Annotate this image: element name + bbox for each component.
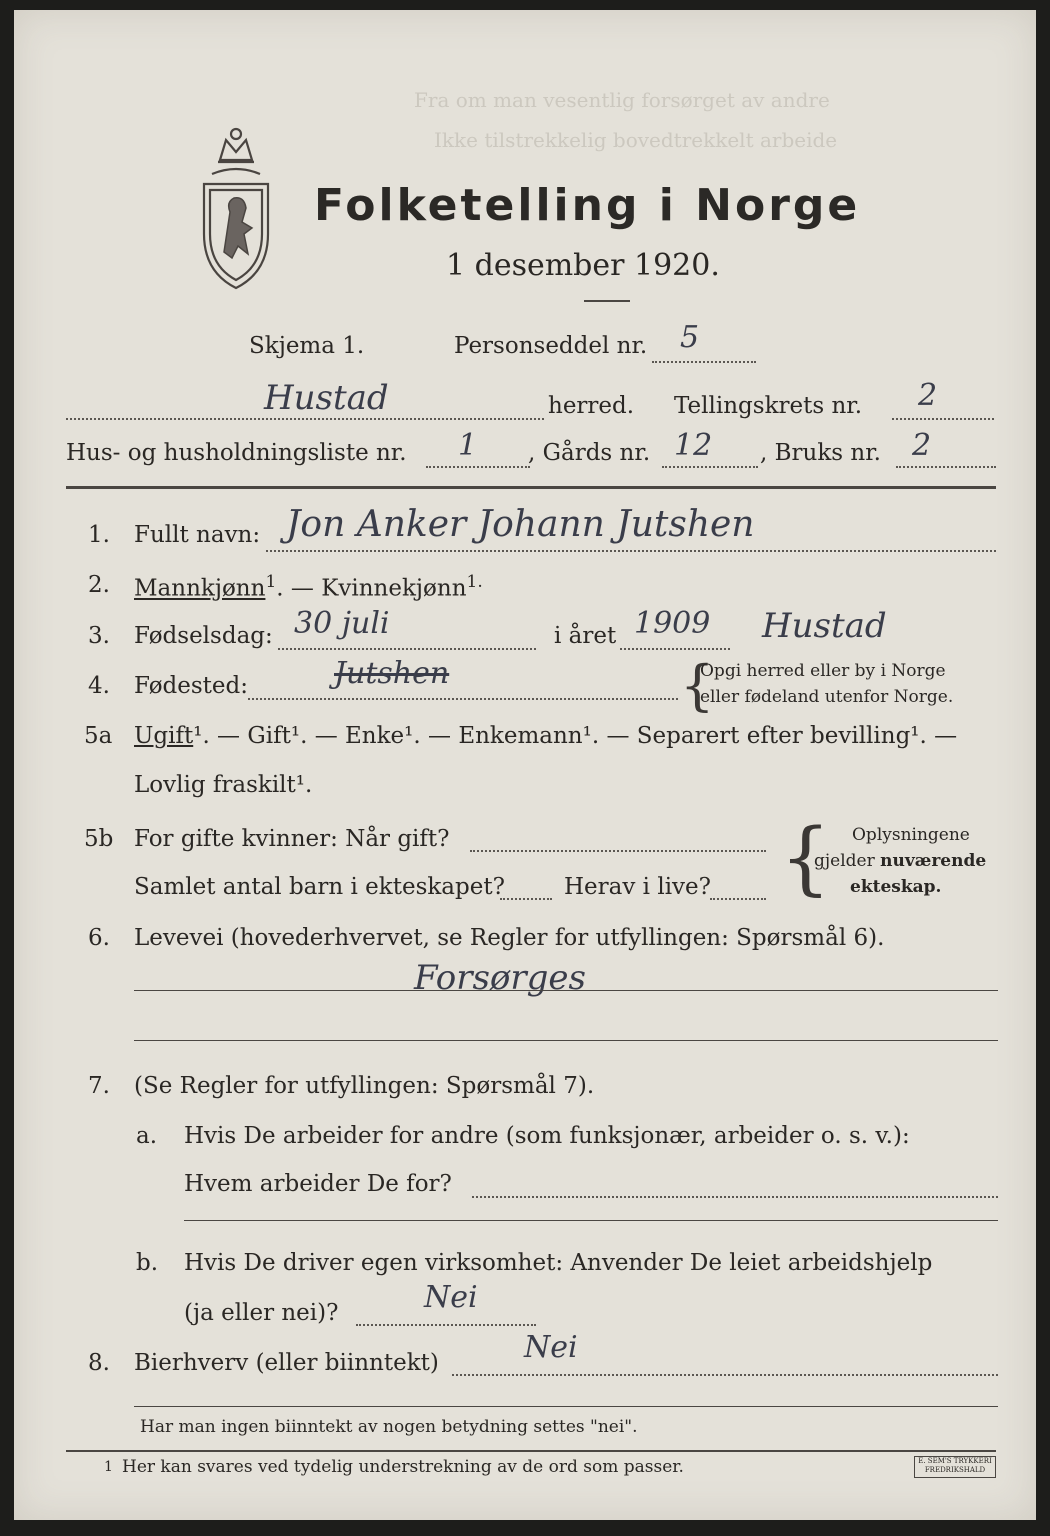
q1-label: Fullt navn: [134, 522, 261, 548]
census-date: 1 desember 1920. [446, 248, 720, 283]
bruks-label: , Bruks nr. [760, 440, 881, 466]
q8-line2 [134, 1406, 998, 1407]
q4-birthplace-value[interactable]: Jutshen [334, 656, 450, 691]
q5b-note2: gjelder nuværende [814, 851, 987, 871]
header-divider [66, 486, 996, 489]
q4-note-line2: eller fødeland utenfor Norge. [700, 687, 954, 707]
footnote-text: Her kan svares ved tydelig understrekning av de ord som passer. [122, 1457, 684, 1477]
gards-label: , Gårds nr. [528, 440, 651, 466]
census-form-sheet [14, 10, 1036, 1520]
q5b-note1: Oplysningene [852, 825, 970, 845]
q2-options: Mannkjønn$^1$. — Kvinnekjønn$^{1.}$ [134, 572, 483, 602]
q5b-brace: { [780, 811, 831, 904]
q8-value[interactable]: Nei [524, 1330, 578, 1365]
q7a-label2: Hvem arbeider De for? [184, 1171, 452, 1197]
herred-value[interactable]: Hustad [264, 378, 389, 418]
q2-mannkjonn-underlined[interactable]: Mannkjønn [134, 575, 266, 602]
q1-line [266, 550, 996, 552]
q4-brace: { [680, 654, 715, 717]
q3-number: 3. [88, 623, 110, 649]
gards-line [662, 466, 758, 468]
bruks-value[interactable]: 2 [912, 428, 932, 463]
hus-label: Hus- og husholdningsliste nr. [66, 440, 407, 466]
q5b-label3: Herav i live? [564, 874, 711, 900]
q5b-label1: For gifte kvinner: Når gift? [134, 826, 450, 852]
q5b-children-line [500, 898, 552, 900]
hus-value[interactable]: 1 [458, 428, 478, 463]
bleed-through-text: Fra om man vesentlig forsørget av andre [414, 88, 830, 112]
q5b-alive-line [710, 898, 766, 900]
form-title: Folketelling i Norge [314, 180, 861, 231]
footer-note: Har man ingen biinntekt av nogen betydning settes "nei". [140, 1417, 638, 1437]
q6-label: Levevei (hovederhvervet, se Regler for utfyllingen: Spørsmål 6). [134, 925, 885, 951]
q8-number: 8. [88, 1350, 110, 1376]
q3-label: Fødselsdag: [134, 623, 273, 649]
q5a-line2: Lovlig fraskilt¹. [134, 772, 313, 798]
q7b-letter: b. [136, 1250, 159, 1276]
q6-line2 [134, 1040, 998, 1041]
printer-stamp: E. SEM'S TRYKKERI FREDRIKSHALD [914, 1456, 996, 1478]
personseddel-line [652, 361, 756, 363]
q7b-answer-value[interactable]: Nei [424, 1280, 478, 1315]
q2-number: 2. [88, 572, 110, 598]
q1-number: 1. [88, 522, 110, 548]
tellingskrets-value[interactable]: 2 [918, 378, 938, 413]
q3-birthday-value[interactable]: 30 juli [294, 606, 390, 641]
q3-year-value[interactable]: 1909 [634, 606, 711, 641]
q7a-label1: Hvis De arbeider for andre (som funksjonær, arbeider o. s. v.): [184, 1123, 910, 1149]
q3-birthday-line [278, 648, 536, 650]
q5b-married-line [470, 850, 766, 852]
q6-line1 [134, 990, 998, 991]
q7b-label2: (ja eller nei)? [184, 1300, 339, 1326]
q6-number: 6. [88, 925, 110, 951]
q7-number: 7. [88, 1073, 110, 1099]
bruks-line [896, 466, 996, 468]
title-divider [584, 300, 630, 302]
q5b-number: 5b [84, 826, 114, 852]
q4-label: Fødested: [134, 673, 249, 699]
q1-full-name-value[interactable]: Jon Anker Johann Jutshen [286, 504, 755, 545]
skjema-label: Skjema 1. [249, 333, 365, 359]
q5a-ugift-underlined[interactable]: Ugift [134, 723, 194, 749]
q6-livelihood-value[interactable]: Forsørges [414, 958, 586, 998]
norwegian-coat-of-arms-icon [190, 122, 282, 292]
personseddel-label: Personseddel nr. [454, 333, 648, 359]
tellingskrets-label: Tellingskrets nr. [674, 393, 863, 419]
q8-label: Bierhverv (eller biinntekt) [134, 1350, 439, 1376]
q5a-number: 5a [84, 723, 113, 749]
hus-line [426, 466, 530, 468]
q5b-label2: Samlet antal barn i ekteskapet? [134, 874, 505, 900]
q3-year-label: i året [554, 623, 617, 649]
q3-year-line [620, 648, 730, 650]
q7a-letter: a. [136, 1123, 158, 1149]
herred-label: herred. [548, 393, 635, 419]
bleed-through-text: Ikke tilstrekkelig bovedtrekkelt arbeide [434, 128, 838, 152]
personseddel-value[interactable]: 5 [680, 320, 700, 355]
q7b-answer-line [356, 1324, 536, 1326]
tellingskrets-line [892, 418, 994, 420]
q4-note-line1: Opgi herred eller by i Norge [700, 661, 946, 681]
footnote-divider [66, 1450, 996, 1452]
q7-label: (Se Regler for utfyllingen: Spørsmål 7). [134, 1073, 595, 1099]
q5a-options: Ugift¹. — Gift¹. — Enke¹. — Enkemann¹. — Separert efter bevilling¹. — [134, 723, 958, 749]
q4-birthplace-line [248, 698, 678, 700]
q7a-employer-line [472, 1196, 998, 1198]
footnote-number: 1 [104, 1459, 113, 1475]
q5b-note3: ekteskap. [850, 877, 942, 897]
q7b-label1: Hvis De driver egen virksomhet: Anvender De leiet arbeidshjelp [184, 1250, 933, 1276]
q4-number: 4. [88, 673, 110, 699]
herred-line [66, 418, 544, 420]
q7a-line2 [184, 1220, 998, 1221]
q8-line [452, 1374, 998, 1376]
q3-extra-place-note[interactable]: Hustad [762, 606, 887, 646]
gards-value[interactable]: 12 [674, 428, 713, 463]
